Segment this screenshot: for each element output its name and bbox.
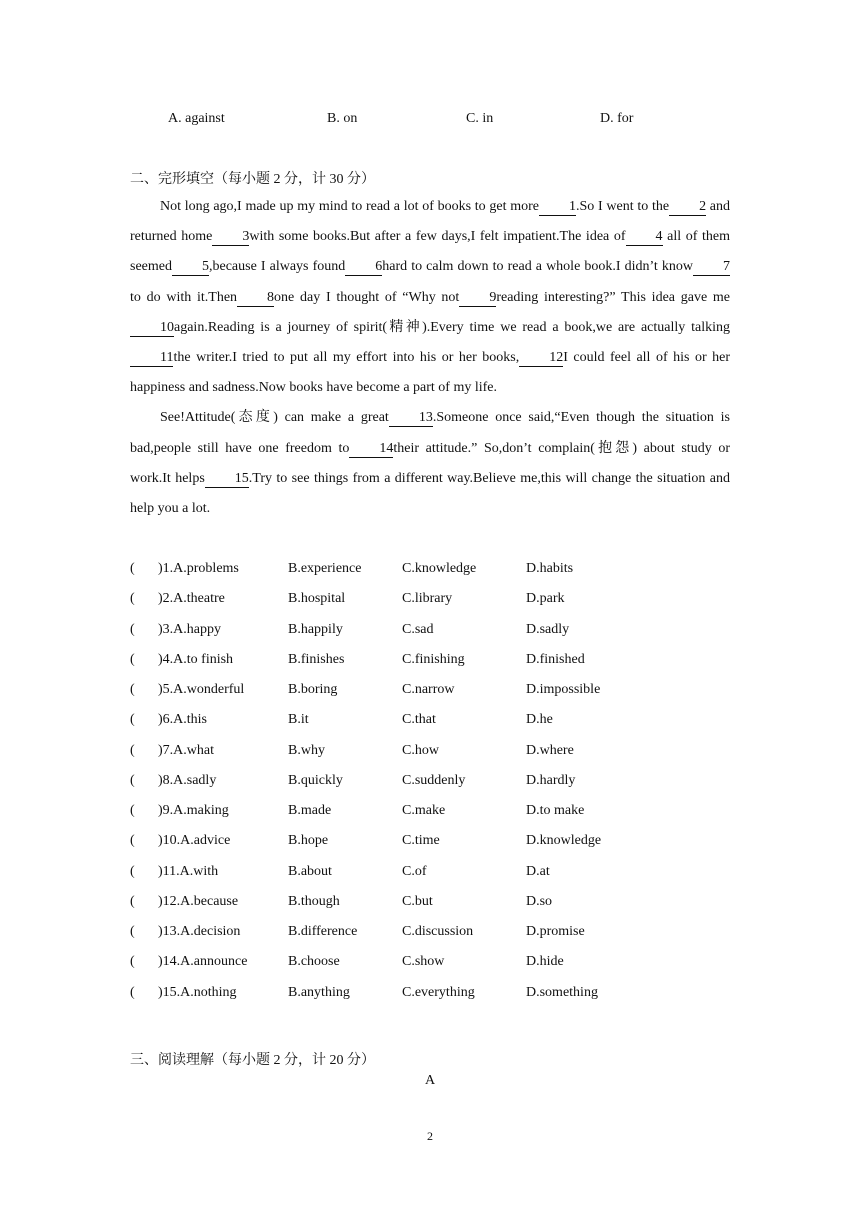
answer-bracket: ( bbox=[130, 954, 135, 970]
answer-bracket: ( bbox=[130, 591, 135, 607]
choice-row bbox=[130, 773, 730, 803]
option-b: B. on bbox=[327, 111, 358, 126]
choice-a: )5.A.wonderful bbox=[158, 682, 245, 697]
option-c: C. in bbox=[466, 111, 494, 126]
choice-a: )4.A.to finish bbox=[158, 651, 234, 667]
cloze-section-heading: 二、完形填空（每小题 2 分，计 30 分） bbox=[130, 172, 375, 187]
cloze-blank: 9 bbox=[459, 290, 496, 307]
cloze-blank: 11 bbox=[130, 350, 173, 367]
choice-a: )11.A.with bbox=[158, 863, 219, 879]
choice-d: D.hardly bbox=[526, 772, 576, 788]
cloze-blank: 1 bbox=[539, 199, 576, 216]
option-d: D. for bbox=[600, 111, 634, 126]
choice-d: D.promise bbox=[526, 924, 585, 939]
choice-b: B.anything bbox=[288, 984, 350, 1000]
choice-a: )15.A.nothing bbox=[158, 984, 237, 1000]
choice-c: C.everything bbox=[402, 984, 475, 1000]
cloze-blank: 13 bbox=[389, 410, 433, 427]
choice-c: C.but bbox=[402, 893, 433, 909]
choice-d: D.to make bbox=[526, 803, 585, 818]
choice-d: D.knowledge bbox=[526, 833, 602, 849]
choice-d: D.he bbox=[526, 712, 553, 728]
choice-a: )14.A.announce bbox=[158, 954, 248, 970]
choice-d: D.where bbox=[526, 742, 574, 758]
cloze-blank: 7 bbox=[693, 259, 730, 276]
choice-a: )8.A.sadly bbox=[158, 772, 217, 788]
choice-c: C.finishing bbox=[402, 651, 465, 667]
choice-d: D.so bbox=[526, 893, 553, 909]
choice-b: B.boring bbox=[288, 682, 338, 697]
choice-c: C.library bbox=[402, 591, 453, 607]
cloze-blank: 2 bbox=[669, 199, 706, 216]
reading-section-heading: 三、阅读理解（每小题 2 分，计 20 分） bbox=[130, 1053, 375, 1068]
choice-c: C.sad bbox=[402, 621, 434, 637]
choice-a: )1.A.problems bbox=[158, 561, 239, 576]
choice-b: B.though bbox=[288, 893, 340, 909]
choice-c: C.suddenly bbox=[402, 772, 466, 788]
answer-bracket: ( bbox=[130, 772, 135, 788]
answer-bracket: ( bbox=[130, 863, 135, 879]
choice-d: D.at bbox=[526, 863, 550, 879]
answer-bracket: ( bbox=[130, 893, 135, 909]
answer-bracket: ( bbox=[130, 621, 135, 637]
passage-text: with some books.But after a few days,I felt impatient.The idea of bbox=[249, 229, 626, 245]
choice-c: C.show bbox=[402, 954, 445, 970]
cloze-blank: 8 bbox=[237, 290, 274, 307]
choice-c: C.knowledge bbox=[402, 561, 477, 576]
choice-row bbox=[130, 652, 730, 682]
choice-b: B.about bbox=[288, 863, 332, 879]
passage-text: ,because I always found bbox=[208, 259, 346, 275]
page-number: 2 bbox=[427, 1129, 433, 1143]
choice-row bbox=[130, 622, 730, 652]
choice-row bbox=[130, 985, 730, 1015]
choice-b: B.hope bbox=[288, 833, 329, 849]
passage-text: I could feel all of his or her happiness and sadness.Now books have become a part of my life. bbox=[130, 350, 730, 396]
choice-row bbox=[130, 833, 730, 863]
choice-b: B.hospital bbox=[288, 591, 346, 607]
choice-a: )10.A.advice bbox=[158, 833, 231, 849]
choice-a: )9.A.making bbox=[158, 803, 229, 818]
previous-question-options bbox=[0, 111, 860, 131]
answer-bracket: ( bbox=[130, 924, 135, 939]
cloze-blank: 6 bbox=[345, 259, 382, 276]
choice-d: D.habits bbox=[526, 561, 574, 576]
choice-a: )3.A.happy bbox=[158, 621, 221, 637]
choice-b: B.finishes bbox=[288, 651, 345, 667]
choice-b: B.happily bbox=[288, 621, 343, 637]
choice-d: D.finished bbox=[526, 651, 585, 667]
choice-b: B.made bbox=[288, 803, 332, 818]
cloze-blank: 15 bbox=[205, 471, 249, 488]
answer-bracket: ( bbox=[130, 742, 135, 758]
cloze-blank: 14 bbox=[349, 441, 393, 458]
passage-text: Not long ago,I made up my mind to read a lot of books to get more bbox=[160, 199, 539, 214]
passage-text: .Try to see things from a different way.Believe me,this will change the situation and help you a lot. bbox=[130, 470, 730, 517]
passage-text: the writer.I tried to put all my effort into his or her books, bbox=[173, 350, 520, 366]
passage-text: one day I thought of “Why not bbox=[274, 289, 460, 305]
passage-text: again.Reading is a journey of spirit(精神).Every time we read a book,we are actually talking bbox=[174, 319, 730, 335]
passage-text: See!Attitude(态度) can make a great bbox=[160, 410, 389, 426]
passage-text: to do with it.Then bbox=[130, 289, 238, 305]
choice-row bbox=[130, 712, 730, 742]
choice-d: D.something bbox=[526, 984, 598, 1000]
cloze-blank: 4 bbox=[626, 229, 663, 246]
choice-b: B.choose bbox=[288, 954, 340, 970]
answer-bracket: ( bbox=[130, 984, 135, 1000]
answer-bracket: ( bbox=[130, 651, 135, 667]
choice-c: C.that bbox=[402, 712, 436, 728]
cloze-blank: 12 bbox=[519, 350, 563, 367]
passage-text: reading interesting?” This idea gave me bbox=[496, 289, 731, 305]
choice-b: B.why bbox=[288, 742, 325, 758]
answer-bracket: ( bbox=[130, 833, 135, 849]
answer-bracket: ( bbox=[130, 712, 135, 728]
answer-bracket: ( bbox=[130, 682, 135, 697]
answer-bracket: ( bbox=[130, 561, 135, 576]
choice-a: )7.A.what bbox=[158, 742, 214, 758]
passage-text: hard to calm down to read a whole book.I didn’t know bbox=[382, 259, 693, 275]
cloze-blank: 5 bbox=[172, 259, 209, 276]
choice-row bbox=[130, 894, 730, 924]
cloze-choices-list bbox=[130, 561, 730, 1015]
choice-row bbox=[130, 682, 730, 712]
passage-text: and returned home bbox=[130, 199, 731, 245]
choice-a: )13.A.decision bbox=[158, 924, 241, 939]
passage-text: .So I went to the bbox=[576, 199, 670, 214]
choice-row bbox=[130, 561, 730, 591]
choice-row bbox=[130, 864, 730, 894]
cloze-paragraph-1 bbox=[130, 192, 730, 403]
choice-c: C.make bbox=[402, 803, 446, 818]
cloze-passage bbox=[130, 192, 730, 524]
choice-b: B.quickly bbox=[288, 772, 343, 788]
choice-b: B.difference bbox=[288, 924, 358, 939]
passage-text: their attitude.” So,don’t complain(抱怨) about study or work.It helps bbox=[130, 440, 730, 486]
choice-b: B.experience bbox=[288, 561, 362, 576]
choice-d: D.impossible bbox=[526, 682, 601, 697]
choice-d: D.park bbox=[526, 591, 565, 607]
passage-text: .Someone once said,“Even though the situation is bad,people still have one freedom to bbox=[130, 410, 730, 456]
choice-row bbox=[130, 954, 730, 984]
choice-c: C.of bbox=[402, 863, 427, 879]
choice-a: )12.A.because bbox=[158, 893, 239, 909]
cloze-paragraph-2 bbox=[130, 403, 730, 524]
passage-text: all of them seemed bbox=[130, 229, 730, 275]
choice-a: )2.A.theatre bbox=[158, 591, 225, 607]
choice-c: C.time bbox=[402, 833, 440, 849]
choice-c: C.discussion bbox=[402, 924, 474, 939]
choice-a: )6.A.this bbox=[158, 712, 207, 728]
cloze-blank: 3 bbox=[212, 229, 249, 246]
answer-bracket: ( bbox=[130, 803, 135, 818]
option-a: A. against bbox=[168, 111, 225, 126]
cloze-blank: 10 bbox=[130, 320, 174, 337]
passage-label: A bbox=[424, 1073, 436, 1088]
choice-row bbox=[130, 803, 730, 833]
choice-d: D.hide bbox=[526, 954, 564, 970]
choice-row bbox=[130, 924, 730, 954]
choice-c: C.narrow bbox=[402, 682, 455, 697]
choice-c: C.how bbox=[402, 742, 439, 758]
choice-row bbox=[130, 591, 730, 621]
choice-b: B.it bbox=[288, 712, 309, 728]
choice-d: D.sadly bbox=[526, 621, 570, 637]
choice-row bbox=[130, 743, 730, 773]
